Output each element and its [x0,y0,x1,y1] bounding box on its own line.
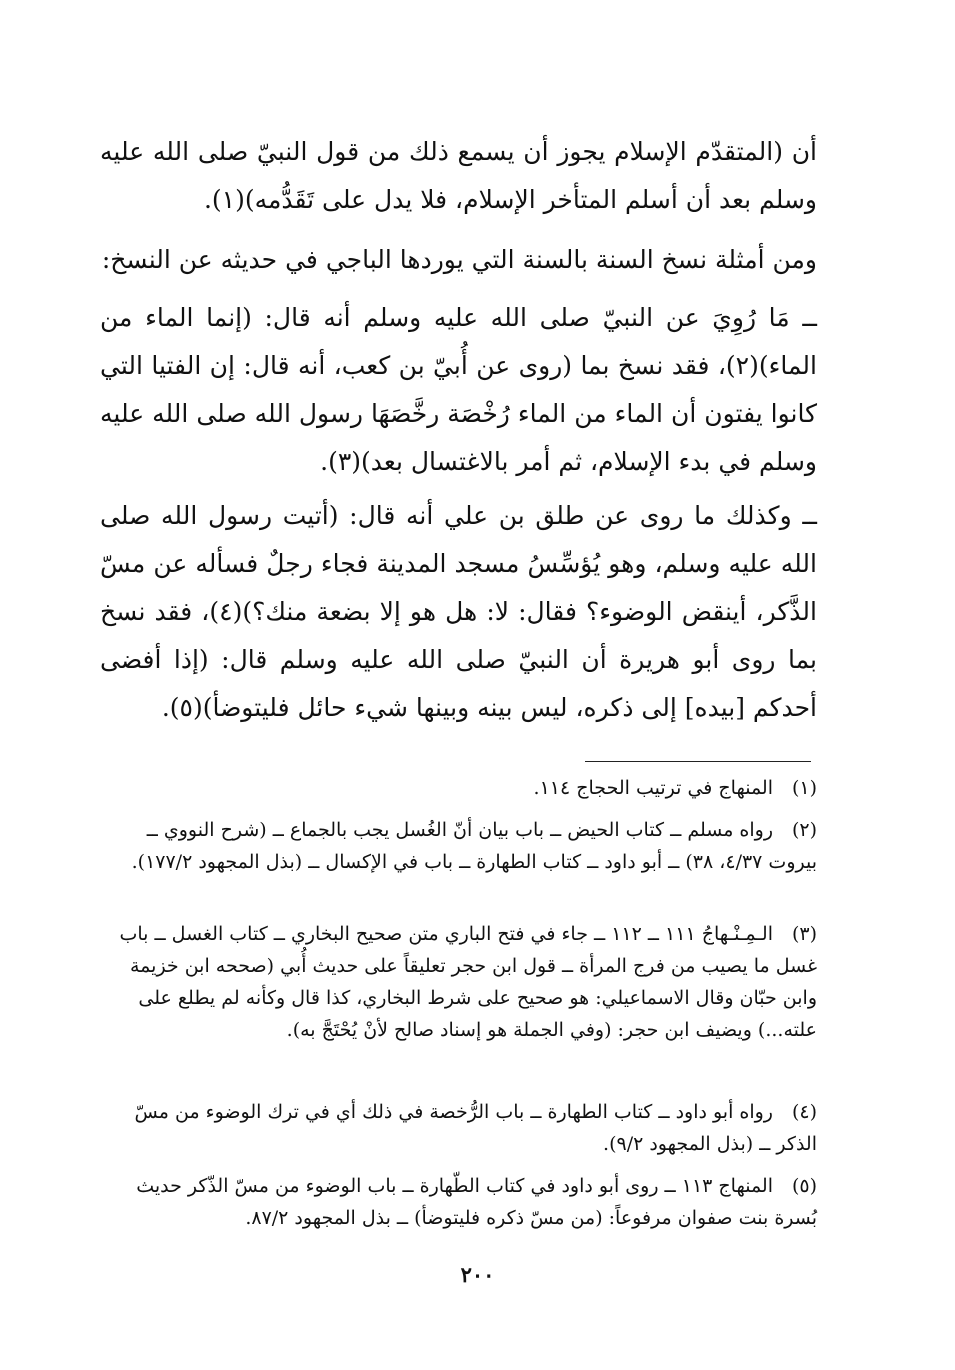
footnote-text: المنهاج في ترتيب الحجاج ١١٤. [533,777,773,799]
footnote-separator [585,761,811,762]
paragraph-4: ــ وكذلك ما روى عن طلق بن علي أنه قال: (أتيت رسول الله صلى الله عليه وسلم، وهو يُؤسِّسُ مسجد المدينة فجاء رجلٌ فسأله عن مسّ الذَّكر، أينقض الوضوء؟ فقال: لا: هل هو إلا بضعة منك؟)(٤)، فقد نسخ بما روى أبو هريرة أن النبيّ صلى الله عليه وسلم قال: (إذا أفضى أحدكم [بيده] إلى ذكره، ليس بينه وبينها شيء حائل فليتوضأ)(٥). [100,501,817,722]
footnote-text: رواه أبو داود ــ كتاب الطهارة ــ باب الرُّخصة في ذلك أي في ترك الوضوء من مسّ الذكر ــ (بذل المجهود ٩/٢). [134,1101,817,1155]
footnote-text: الـمِـنْـهاجُ ١١١ ــ ١١٢ ــ جاء في فتح الباري متن صحيح البخاري ــ كتاب الغسل ــ باب غسل ما يصيب من فرج المرأة ــ قول ابن حجر تعليقاً على حديث أُبي (صححه ابن خزيمة وابن حبّان وقال الاسماعيلي: هو صحيح على شرط البخاري، كذا قال وكأنه لم يطلع على علته...) ويضيف ابن حجر: (وفي الجملة هو إسناد صالح لأنْ يُحْتَجَّ به). [119,923,817,1041]
footnote-5 [108,1170,817,1234]
footnote-1 [108,772,817,804]
footnote-text: المنهاج ١١٣ ــ روى أبو داود في كتاب الطّهارة ــ باب الوضوء من مسّ الذّكر حديث بُسرة بنت صفوان مرفوعاً: (من مسّ ذكره فليتوضأ) ــ بذل المجهود ٨٧/٢. [136,1175,817,1229]
footnote-number: (٤) [791,1101,817,1123]
footnote-text: رواه مسلم ــ كتاب الحيض ــ باب بيان أنّ الغُسل يجب بالجماع ــ (شرح النووي ــ بيروت ٤/٣٧، ٣٨) ــ أبو داود ــ كتاب الطهارة ــ باب في الإكسال ــ (بذل المجهود ١٧٧/٢). [131,819,817,873]
footnote-number: (٢) [791,819,817,841]
paragraph-2: ومن أمثلة نسخ السنة بالسنة التي يوردها الباجي في حديثه عن النسخ: [101,245,817,274]
footnote-number: (١) [791,777,817,799]
footnote-number: (٣) [791,923,817,945]
paragraph-3: ــ مَا رُوِيَ عن النبيّ صلى الله عليه وسلم أنه قال: (إنما الماء من الماء)(٢)، فقد نسخ بما (روى عن أُبيّ بن كعب، أنه قال: إن الفتيا التي كانوا يفتون أن الماء من الماء رُخْصَة رخَّصَهَا رسول الله صلى الله عليه وسلم في بدء الإسلام، ثم أمر بالاغتسال بعد)(٣). [100,303,817,476]
footnote-number: (٥) [791,1175,817,1197]
paragraph-1: أن (المتقدّم الإسلام يجوز أن يسمع ذلك من قول النبيّ صلى الله عليه وسلم بعد أن أسلم المتأخر الإسلام، فلا يدل على تَقَدُّمه)(١). [100,137,817,214]
page-number: ٢٠٠ [460,1262,495,1287]
footnote-4 [108,1096,817,1160]
footnote-3 [108,918,817,1046]
footnote-2 [108,814,817,878]
